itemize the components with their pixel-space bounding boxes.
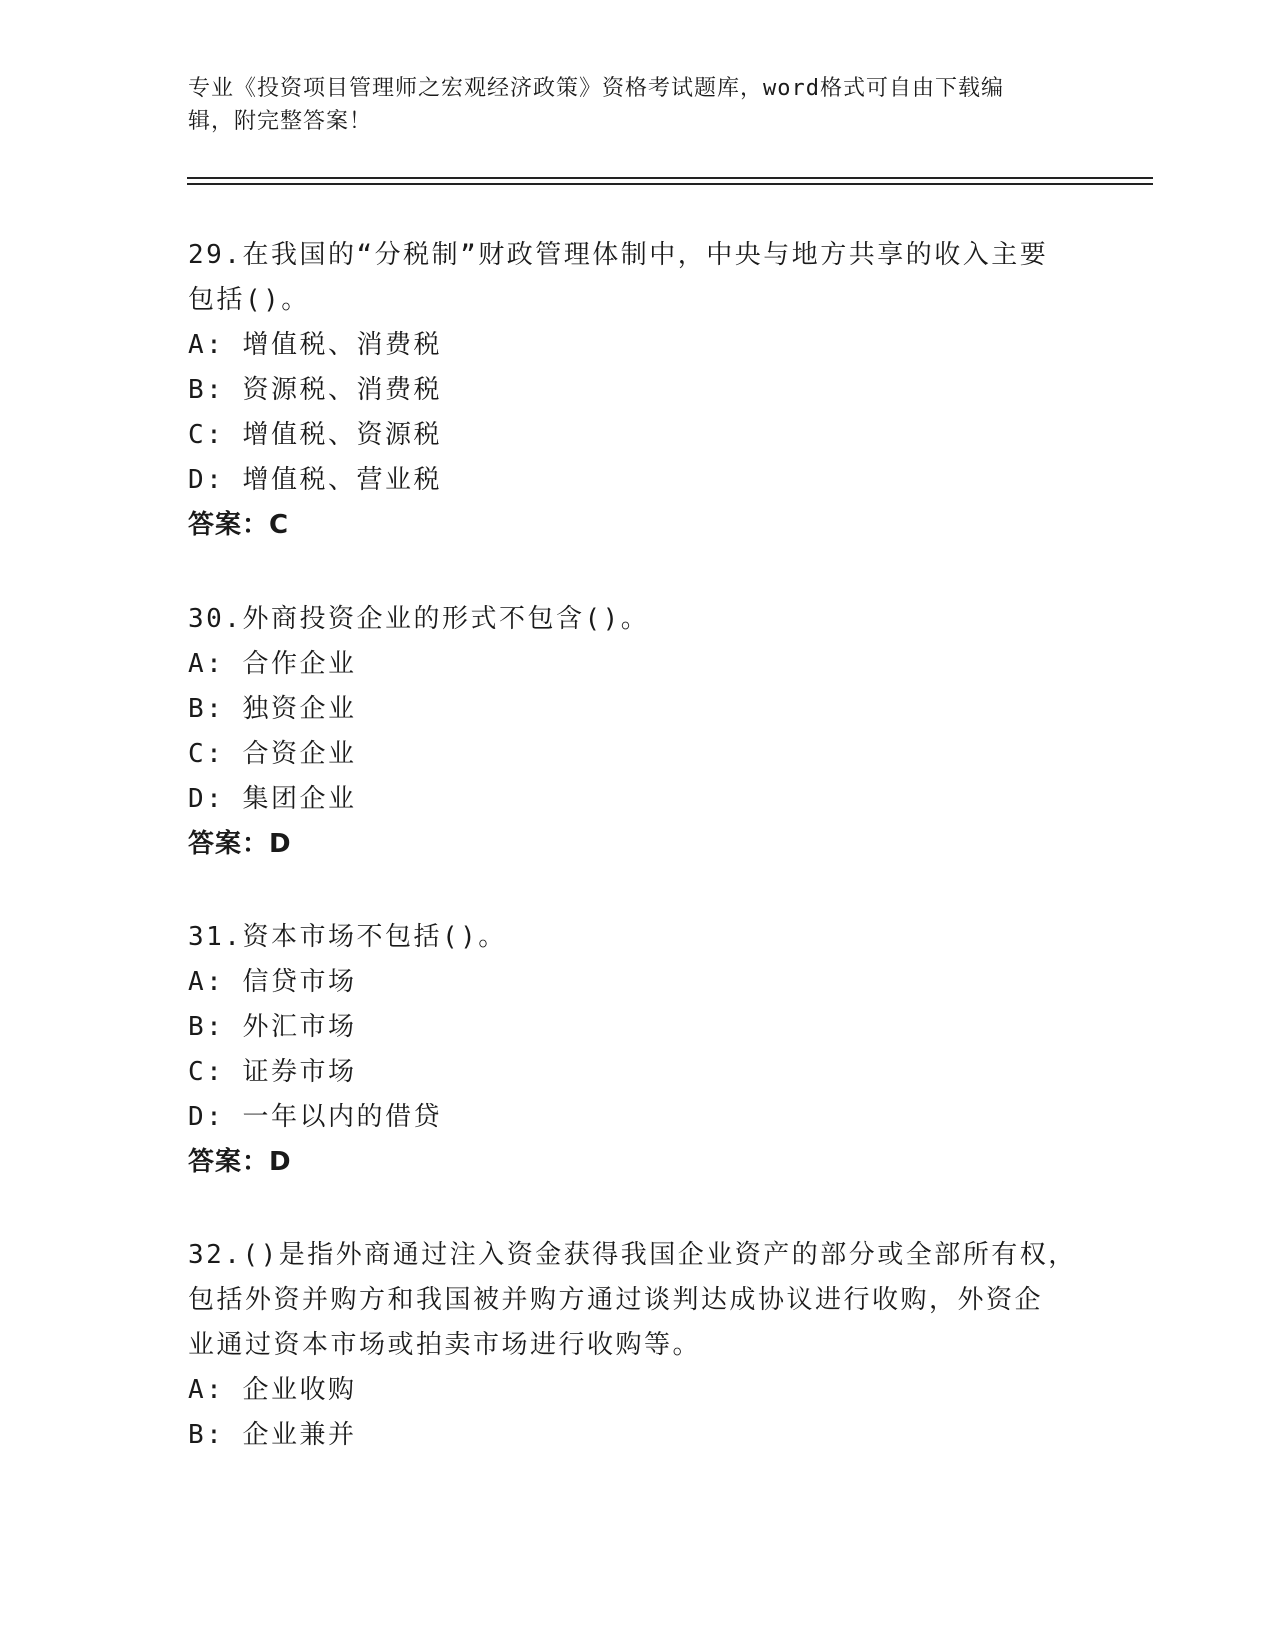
header-divider-top (187, 177, 1153, 179)
option-c: C: 增值税、资源税 (188, 420, 442, 450)
answer: 答案：D (188, 1147, 292, 1177)
answer: 答案：C (188, 510, 290, 540)
option-b: B: 独资企业 (188, 694, 357, 724)
question-stem-line: 29.在我国的“分税制”财政管理体制中，中央与地方共享的收入主要 (188, 240, 1049, 270)
question-32 (188, 1233, 1088, 1458)
option-a: A: 信贷市场 (188, 967, 357, 997)
option-c: C: 证券市场 (188, 1057, 357, 1087)
question-stem-line: 31.资本市场不包括()。 (188, 922, 507, 952)
option-d: D: 增值税、营业税 (188, 465, 442, 495)
header-divider-bottom (187, 183, 1153, 185)
question-30 (188, 597, 1088, 867)
option-d: D: 一年以内的借贷 (188, 1102, 442, 1132)
question-29 (188, 233, 1088, 548)
question-stem-line: 业通过资本市场或拍卖市场进行收购等。 (188, 1330, 702, 1360)
option-a: A: 企业收购 (188, 1375, 357, 1405)
question-31 (188, 915, 1088, 1185)
question-stem-line: 30.外商投资企业的形式不包含()。 (188, 604, 650, 634)
option-b: B: 外汇市场 (188, 1012, 357, 1042)
header-line-2: 辑，附完整答案！ (188, 109, 373, 134)
option-a: A: 合作企业 (188, 649, 357, 679)
answer: 答案：D (188, 829, 292, 859)
option-b: B: 企业兼并 (188, 1420, 357, 1450)
option-c: C: 合资企业 (188, 739, 357, 769)
option-d: D: 集团企业 (188, 784, 357, 814)
header-line-1: 专业《投资项目管理师之宏观经济政策》资格考试题库，word格式可自由下载编 (188, 76, 1004, 101)
question-stem-line: 32.()是指外商通过注入资金获得我国企业资产的部分或全部所有权， (188, 1240, 1077, 1270)
question-stem-line: 包括()。 (188, 285, 310, 315)
document-header (188, 72, 1068, 138)
option-a: A: 增值税、消费税 (188, 330, 442, 360)
option-b: B: 资源税、消费税 (188, 375, 442, 405)
question-stem-line: 包括外资并购方和我国被并购方通过谈判达成协议进行收购，外资企 (188, 1285, 1044, 1315)
